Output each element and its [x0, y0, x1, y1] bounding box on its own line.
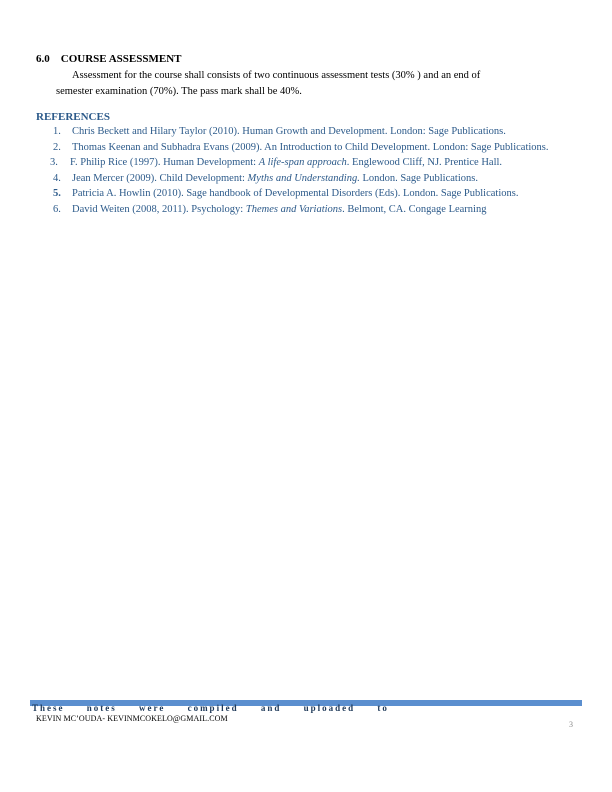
reference-item	[36, 171, 581, 187]
reference-text: Patricia A. Howlin (2010). Sage handbook of Developmental Disorders (Eds). London. Sage Publications.	[72, 188, 519, 199]
page-number: 3	[569, 720, 573, 729]
section-body	[36, 68, 581, 100]
reference-item	[36, 140, 581, 156]
footer-bar-text: These notes were compiled and uploaded to	[32, 703, 389, 713]
section-body-line-2: semester examination (70%). The pass mark shall be 40%.	[56, 86, 302, 97]
section-number: 6.0	[36, 53, 50, 65]
reference-number: 2.	[53, 141, 61, 153]
reference-number: 6.	[53, 203, 61, 215]
section-body-line-1: Assessment for the course shall consists of two continuous assessment tests (30% ) and an end of	[72, 70, 481, 81]
references-heading: REFERENCES	[36, 111, 110, 123]
references-section	[36, 110, 581, 217]
reference-text: F. Philip Rice (1997). Human Development: A life-span approach. Englewood Cliff, NJ. Prentice Hall.	[70, 157, 503, 168]
reference-text: Jean Mercer (2009). Child Development: Myths and Understanding. London. Sage Publications.	[72, 172, 478, 184]
reference-text: Chris Beckett and Hilary Taylor (2010). Human Growth and Development. London: Sage Publications.	[72, 126, 506, 137]
reference-text: David Weiten (2008, 2011). Psychology: Themes and Variations. Belmont, CA. Congage Learning	[72, 203, 487, 215]
reference-number: 3.	[50, 157, 58, 168]
reference-text: Thomas Keenan and Subhadra Evans (2009). An Introduction to Child Development. London: Sage Publications.	[72, 141, 549, 153]
footer-bar	[30, 700, 582, 713]
footer-author: KEVIN MC’OUDA- KEVINMCOKELO@GMAIL.COM	[36, 714, 228, 723]
reference-item	[36, 124, 581, 140]
reference-item	[36, 202, 581, 218]
section-title: COURSE ASSESSMENT	[60, 53, 182, 65]
section-heading	[36, 52, 581, 66]
course-assessment-section	[36, 52, 581, 100]
reference-number: 1.	[53, 126, 61, 137]
reference-item	[36, 155, 581, 171]
reference-number: 5.	[53, 188, 61, 199]
reference-list	[36, 124, 581, 217]
reference-number: 4.	[53, 172, 61, 184]
reference-item	[36, 186, 581, 202]
